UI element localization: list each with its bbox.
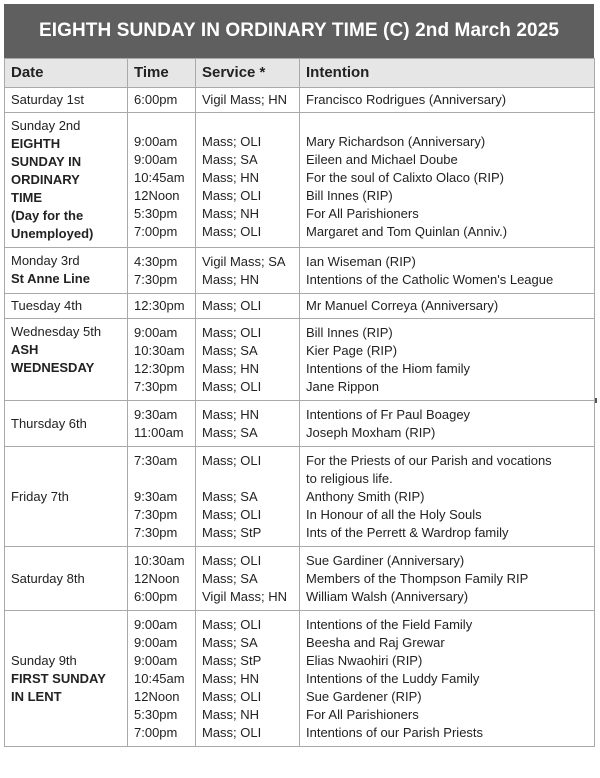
intention-cell [300, 319, 595, 401]
time-value: 9:00am [134, 617, 178, 632]
intention-cell [300, 294, 595, 319]
time-cell [128, 547, 196, 611]
service-value: Mass; OLI [202, 553, 262, 568]
date-cell [5, 401, 128, 447]
time-value: 10:45am [134, 170, 185, 185]
margin-mark [595, 398, 597, 403]
service-cell [196, 547, 300, 611]
schedule-row [5, 611, 595, 747]
feast-name: FIRST SUNDAY [11, 671, 106, 686]
service-cell [196, 88, 300, 113]
time-value: 12Noon [134, 188, 180, 203]
intention-cell [300, 248, 595, 294]
intention-cell [300, 447, 595, 547]
service-value: Mass; OLI [202, 617, 262, 632]
time-value: 9:00am [134, 635, 178, 650]
date-label: Sunday 9th [11, 653, 77, 668]
intention-value: Mr Manuel Correya (Anniversary) [306, 298, 499, 313]
time-value: 12Noon [134, 571, 180, 586]
intention-cell [300, 611, 595, 747]
time-value: 5:30pm [134, 707, 178, 722]
feast-name: Unemployed) [11, 226, 94, 241]
schedule-row [5, 113, 595, 248]
date-cell [5, 319, 128, 401]
intention-value: Beesha and Raj Grewar [306, 635, 445, 650]
feast-name: IN LENT [11, 689, 62, 704]
service-cell [196, 611, 300, 747]
service-value: Mass; SA [202, 489, 258, 504]
time-cell [128, 401, 196, 447]
service-cell [196, 319, 300, 401]
time-value: 11:00am [134, 425, 184, 440]
feast-name: ASH [11, 342, 39, 357]
date-label: Sunday 2nd [11, 118, 81, 133]
schedule-row [5, 547, 595, 611]
header-service: Service * [196, 59, 300, 88]
schedule-row [5, 88, 595, 113]
time-cell [128, 294, 196, 319]
schedule-row [5, 294, 595, 319]
service-cell [196, 401, 300, 447]
date-cell [5, 248, 128, 294]
time-value: 10:30am [134, 343, 185, 358]
time-value: 7:30pm [134, 525, 178, 540]
intention-value: Sue Gardener (RIP) [306, 689, 422, 704]
intention-value: Sue Gardiner (Anniversary) [306, 553, 465, 568]
intention-value: Intentions of Fr Paul Boagey [306, 407, 471, 422]
intention-value: Anthony Smith (RIP) [306, 489, 425, 504]
time-cell [128, 611, 196, 747]
service-value: Mass; HN [202, 170, 260, 185]
time-cell [128, 248, 196, 294]
intention-value: Ints of the Perrett & Wardrop family [306, 525, 509, 540]
time-value: 6:00pm [134, 92, 178, 107]
time-value: 12:30pm [134, 361, 185, 376]
time-value: 12:30pm [134, 298, 185, 313]
time-value: 12Noon [134, 689, 180, 704]
service-value: Mass; OLI [202, 188, 262, 203]
service-value: Mass; StP [202, 525, 262, 540]
intention-value: Elias Nwaohiri (RIP) [306, 653, 423, 668]
time-value: 9:30am [134, 407, 178, 422]
date-label: Wednesday 5th [11, 324, 102, 339]
service-value: Mass; HN [202, 671, 260, 686]
time-value: 10:45am [134, 671, 185, 686]
intention-value: Members of the Thompson Family RIP [306, 571, 529, 586]
time-value: 7:30am [134, 453, 178, 468]
feast-name: SUNDAY IN [11, 154, 82, 169]
date-cell [5, 113, 128, 248]
intention-value: For the Priests of our Parish and vocations [306, 453, 552, 468]
service-value: Mass; OLI [202, 689, 262, 704]
service-value: Mass; SA [202, 571, 258, 586]
intention-value: Ian Wiseman (RIP) [306, 254, 416, 269]
newsletter-schedule [4, 4, 594, 747]
intention-value: Bill Innes (RIP) [306, 188, 393, 203]
intention-value: Francisco Rodrigues (Anniversary) [306, 92, 507, 107]
time-cell [128, 113, 196, 248]
service-value: Mass; SA [202, 152, 258, 167]
time-value: 10:30am [134, 553, 185, 568]
service-value: Mass; OLI [202, 224, 262, 239]
service-value: Mass; OLI [202, 325, 262, 340]
intention-value: Mary Richardson (Anniversary) [306, 134, 486, 149]
time-value: 4:30pm [134, 254, 178, 269]
feast-name: (Day for the [11, 208, 84, 223]
header-intention: Intention [300, 59, 595, 88]
service-value: Mass; OLI [202, 507, 262, 522]
intention-value: Intentions of our Parish Priests [306, 725, 484, 740]
service-value: Mass; OLI [202, 725, 262, 740]
service-value: Mass; HN [202, 407, 260, 422]
date-label: Thursday 6th [11, 416, 87, 431]
schedule-row [5, 401, 595, 447]
service-value: Mass; OLI [202, 379, 262, 394]
date-label: Friday 7th [11, 489, 69, 504]
time-value: 9:00am [134, 325, 178, 340]
service-value: Mass; OLI [202, 134, 262, 149]
intention-value: In Honour of all the Holy Souls [306, 507, 482, 522]
header-time: Time [128, 59, 196, 88]
date-cell [5, 611, 128, 747]
intention-value: For All Parishioners [306, 707, 419, 722]
schedule-title: EIGHTH SUNDAY IN ORDINARY TIME (C) 2nd March 2025 [4, 4, 594, 58]
service-value: Mass; NH [202, 206, 260, 221]
feast-name: EIGHTH [11, 136, 61, 151]
schedule-row [5, 319, 595, 401]
service-value: Vigil Mass; SA [202, 254, 286, 269]
time-value: 7:30pm [134, 507, 178, 522]
service-cell [196, 294, 300, 319]
service-cell [196, 113, 300, 248]
time-value: 9:00am [134, 653, 178, 668]
service-value: Mass; SA [202, 425, 258, 440]
time-value: 7:30pm [134, 379, 178, 394]
time-cell [128, 319, 196, 401]
intention-value: Margaret and Tom Quinlan (Anniv.) [306, 224, 508, 239]
service-value: Mass; OLI [202, 298, 262, 313]
date-label: Saturday 8th [11, 571, 85, 586]
intention-cell [300, 113, 595, 248]
intention-value: Intentions of the Catholic Women's League [306, 272, 554, 287]
intention-value: Jane Rippon [306, 379, 379, 394]
feast-name: WEDNESDAY [11, 360, 95, 375]
date-cell [5, 447, 128, 547]
intention-cell [300, 88, 595, 113]
header-date: Date [5, 59, 128, 88]
feast-name: ORDINARY [11, 172, 80, 187]
intention-value: William Walsh (Anniversary) [306, 589, 469, 604]
date-cell [5, 294, 128, 319]
service-value: Mass; StP [202, 653, 262, 668]
time-value: 9:00am [134, 134, 178, 149]
time-value [134, 470, 195, 488]
service-value: Vigil Mass; HN [202, 92, 288, 107]
time-value: 9:00am [134, 152, 178, 167]
intention-value: For All Parishioners [306, 206, 419, 221]
date-label: Saturday 1st [11, 92, 84, 107]
feast-name: TIME [11, 190, 43, 205]
feast-name: St Anne Line [11, 271, 90, 286]
intention-value: Bill Innes (RIP) [306, 325, 393, 340]
intention-value: Joseph Moxham (RIP) [306, 425, 436, 440]
intention-cell [300, 547, 595, 611]
time-value: 7:00pm [134, 224, 178, 239]
service-value: Mass; OLI [202, 453, 262, 468]
service-value: Mass; HN [202, 361, 260, 376]
time-cell [128, 88, 196, 113]
date-label: Monday 3rd [11, 253, 80, 268]
intention-value: Intentions of the Field Family [306, 617, 473, 632]
service-value: Mass; SA [202, 635, 258, 650]
service-value: Mass; NH [202, 707, 260, 722]
intention-value: Kier Page (RIP) [306, 343, 398, 358]
schedule-row [5, 447, 595, 547]
time-value: 5:30pm [134, 206, 178, 221]
service-cell [196, 447, 300, 547]
date-label: Tuesday 4th [11, 298, 83, 313]
intention-value: Eileen and Michael Doube [306, 152, 458, 167]
service-value: Vigil Mass; HN [202, 589, 288, 604]
service-value: Mass; SA [202, 343, 258, 358]
intention-value: For the soul of Calixto Olaco (RIP) [306, 170, 504, 185]
intention-cell [300, 401, 595, 447]
schedule-row [5, 248, 595, 294]
service-value: Mass; HN [202, 272, 260, 287]
intention-value: to religious life. [306, 471, 393, 486]
time-value: 7:00pm [134, 725, 178, 740]
intention-value: Intentions of the Hiom family [306, 361, 471, 376]
service-cell [196, 248, 300, 294]
time-value: 9:30am [134, 489, 178, 504]
header-row [5, 59, 595, 88]
time-cell [128, 447, 196, 547]
service-value [202, 470, 299, 488]
mass-schedule-table [4, 58, 595, 747]
time-value: 6:00pm [134, 589, 178, 604]
intention-value: Intentions of the Luddy Family [306, 671, 480, 686]
time-value: 7:30pm [134, 272, 178, 287]
date-cell [5, 547, 128, 611]
date-cell [5, 88, 128, 113]
